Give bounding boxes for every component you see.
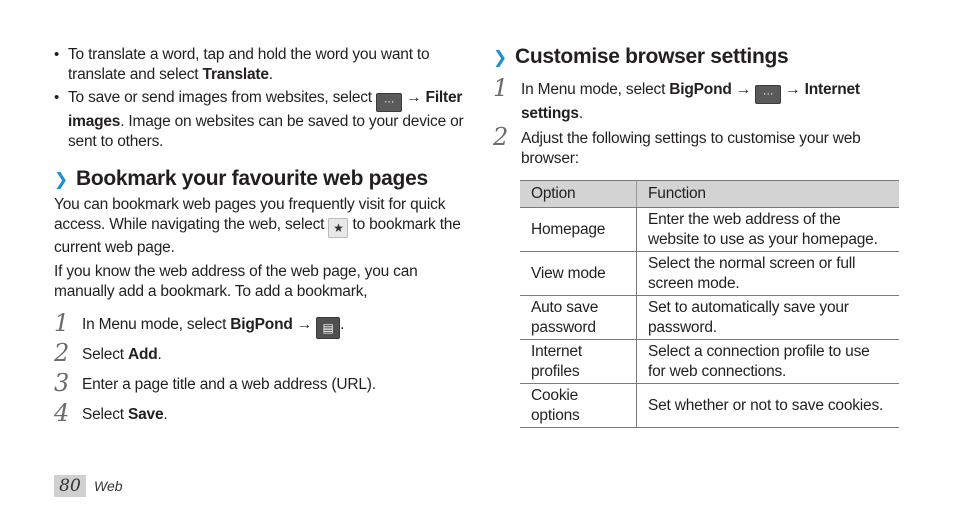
table-header-row [520, 181, 899, 208]
step-bold: Add [128, 346, 158, 363]
section-heading-browser-settings [493, 45, 788, 69]
table-row [520, 296, 899, 340]
step-2 [54, 339, 464, 367]
section-name: Web [94, 478, 123, 494]
option-cell: Auto save password [520, 296, 637, 340]
step-bold: BigPond [669, 81, 732, 98]
table-row [520, 208, 899, 252]
step-text: In Menu mode, select [521, 81, 670, 98]
arrow: → [402, 89, 426, 106]
more-menu-icon[interactable]: ··· [755, 85, 781, 104]
step-bold: Save [128, 406, 164, 423]
option-cell: Cookie options [520, 384, 637, 428]
bullet-post: . Image on websites can be saved to your device or sent to others. [68, 113, 464, 150]
step-text: Select [82, 346, 128, 363]
step-number: 3 [54, 369, 70, 397]
step-number: 2 [54, 339, 70, 367]
table-row [520, 384, 899, 428]
page-footer [54, 475, 123, 497]
bullet-text: To save or send images from websites, select [68, 89, 377, 106]
step-post: . [157, 346, 162, 363]
bullet-bold: Filter images [68, 89, 463, 130]
section-title: Customise browser settings [514, 45, 789, 68]
header-function: Function [637, 181, 900, 208]
function-cell: Select the normal screen or full screen mode. [637, 252, 900, 296]
function-cell: Set to automatically save your password. [637, 296, 900, 340]
bookmark-paragraph-1 [54, 195, 464, 258]
arrow: → [731, 81, 756, 98]
table-row [520, 252, 899, 296]
document-icon[interactable]: ▤ [316, 317, 340, 339]
bullet-translate [54, 45, 464, 85]
bullet-dot: • [54, 89, 60, 106]
chevron-right-icon: ❯ [54, 170, 68, 189]
section-title: Bookmark your favourite web pages [75, 167, 428, 190]
bullet-bold: Translate [202, 66, 269, 83]
section-heading-bookmark [54, 167, 428, 191]
function-cell: Set whether or not to save cookies. [637, 384, 900, 428]
para-text: to bookmark the current web page. [54, 216, 461, 256]
more-menu-icon[interactable]: ··· [376, 93, 402, 112]
option-cell: Internet profiles [520, 340, 637, 384]
bookmark-paragraph-2: If you know the web address of the web page, you can manually add a bookmark. To add a bookmark, [54, 263, 418, 300]
bullet-save-images [54, 88, 464, 152]
step-number: 4 [54, 399, 70, 427]
arrow: → [292, 316, 317, 333]
para-text: You can bookmark web pages you frequently visit for quick access. While navigating the web, select [54, 196, 446, 233]
step-number: 2 [493, 123, 509, 151]
step-1 [54, 309, 464, 339]
step-bold: Internet settings [521, 81, 860, 122]
function-cell: Select a connection profile to use for web connections. [637, 340, 900, 384]
step-text: In Menu mode, select [82, 316, 231, 333]
right-step-1 [493, 74, 893, 124]
bullet-post: . [268, 66, 273, 83]
right-step-2 [493, 123, 893, 169]
bookmark-add-icon[interactable]: ★ [328, 218, 348, 238]
step-post: . [578, 105, 583, 122]
option-cell: Homepage [520, 208, 637, 252]
table-row [520, 340, 899, 384]
step-bold: BigPond [230, 316, 293, 333]
step-3 [54, 369, 464, 397]
arrow: → [781, 81, 805, 98]
function-cell: Enter the web address of the website to use as your homepage. [637, 208, 900, 252]
settings-table [520, 180, 899, 428]
step-text: Select [82, 406, 128, 423]
step-number: 1 [54, 309, 70, 337]
chevron-right-icon: ❯ [493, 48, 507, 67]
step-number: 1 [493, 74, 509, 102]
header-option: Option [520, 181, 637, 208]
step-text: Adjust the following settings to customise your web browser: [521, 130, 861, 167]
step-post: . [340, 316, 345, 333]
step-4 [54, 399, 464, 427]
step-text: Enter a page title and a web address (URL). [82, 376, 376, 393]
bullet-dot: • [54, 46, 60, 63]
page-number: 80 [54, 475, 86, 497]
option-cell: View mode [520, 252, 637, 296]
bullet-text: To translate a word, tap and hold the word you want to translate and select [68, 46, 430, 83]
step-post: . [163, 406, 168, 423]
